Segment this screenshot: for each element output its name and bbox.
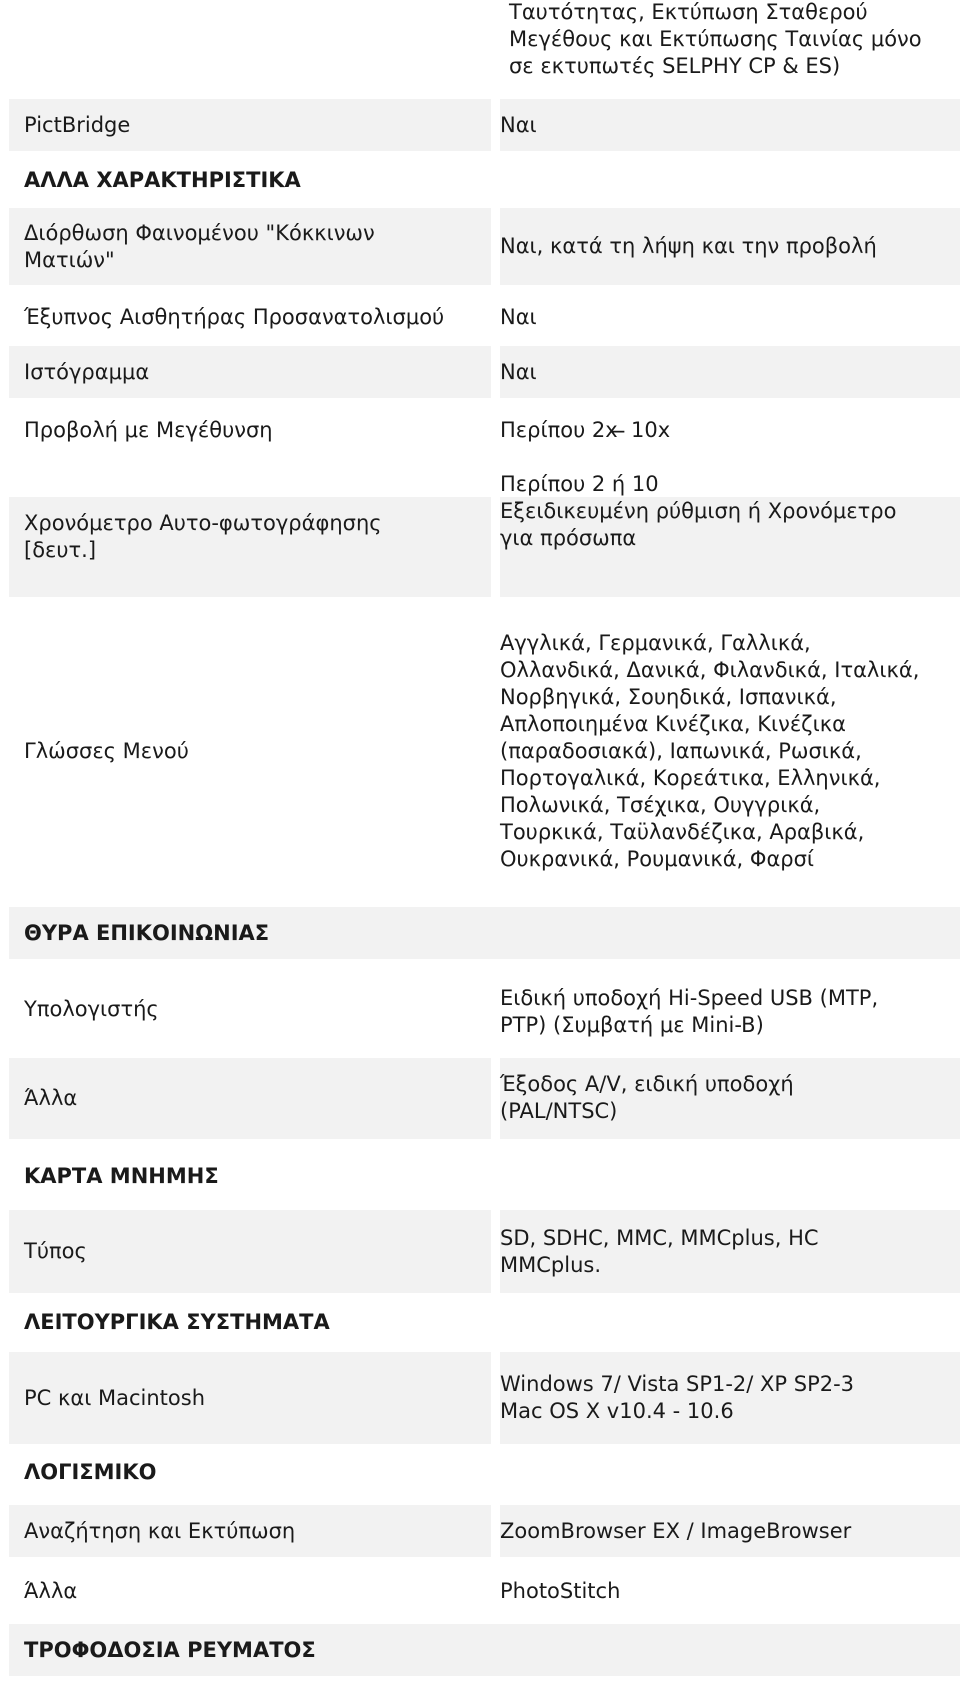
section-software bbox=[9, 1446, 960, 1498]
spec-row-red-eye bbox=[9, 208, 960, 285]
spec-value: Ναι bbox=[500, 304, 537, 329]
column-divider bbox=[491, 208, 500, 285]
column-divider bbox=[491, 346, 500, 398]
spec-value: Περίπου 2 ή 10 Εξειδικευμένη ρύθμιση ή Χρονόμετρο για πρόσωπα bbox=[500, 472, 897, 550]
spec-label: Ιστόγραμμα bbox=[24, 359, 150, 384]
spec-value: Ναι, κατά τη λήψη και την προβολή bbox=[500, 234, 877, 258]
spec-value: Ναι bbox=[500, 112, 537, 137]
section-memory-card bbox=[9, 1150, 960, 1202]
spec-row-computer bbox=[9, 965, 960, 1053]
section-power bbox=[9, 1624, 960, 1676]
spec-row-other-software bbox=[9, 1565, 960, 1617]
section-interface bbox=[9, 907, 960, 959]
column-divider bbox=[491, 1352, 500, 1444]
spec-row-orientation-sensor bbox=[9, 291, 960, 343]
column-divider bbox=[491, 99, 500, 151]
column-divider bbox=[491, 1505, 500, 1557]
spec-label: PC και Macintosh bbox=[24, 1385, 206, 1410]
section-title: ΛΟΓΙΣΜΙΚΟ bbox=[24, 1459, 157, 1484]
section-os bbox=[9, 1296, 960, 1348]
section-other-features bbox=[9, 158, 960, 202]
spec-value: Ναι bbox=[500, 359, 537, 384]
spec-label: Τύπος bbox=[24, 1239, 87, 1263]
section-title: ΘΥΡΑ ΕΠΙΚΟΙΝΩΝΙΑΣ bbox=[24, 920, 270, 945]
section-title: ΑΛΛΑ ΧΑΡΑΚΤΗΡΙΣΤΙΚΑ bbox=[24, 167, 301, 192]
continued-value: Ταυτότητας, Εκτύπωση Σταθερού Μεγέθους και Εκτύπωσης Ταινίας μόνο σε εκτυπωτές SELPHY CP & ES) bbox=[509, 0, 922, 78]
spec-value: Windows 7/ Vista SP1-2/ XP SP2-3 Mac OS X v10.4 - 10.6 bbox=[500, 1372, 855, 1423]
spec-row-menu-languages bbox=[9, 612, 960, 890]
spec-row-self-timer bbox=[9, 472, 960, 597]
spec-row-pictbridge bbox=[9, 99, 960, 151]
spec-value: PhotoStitch bbox=[500, 1578, 621, 1603]
continued-row bbox=[9, 0, 960, 89]
spec-row-zoom-playback bbox=[9, 404, 960, 456]
column-divider bbox=[491, 497, 500, 597]
spec-row-pc-mac bbox=[9, 1352, 960, 1444]
spec-label: Υπολογιστής bbox=[24, 996, 159, 1021]
spec-value: ZoomBrowser EX / ImageBrowser bbox=[500, 1518, 852, 1543]
spec-label: Προβολή με Μεγέθυνση bbox=[24, 417, 273, 442]
spec-label: Άλλα bbox=[24, 1578, 78, 1603]
section-title: ΛΕΙΤΟΥΡΓΙΚΑ ΣΥΣΤΗΜΑΤΑ bbox=[24, 1309, 330, 1334]
spec-row-card-type bbox=[9, 1210, 960, 1293]
column-divider bbox=[491, 1058, 500, 1139]
spec-label: Αναζήτηση και Εκτύπωση bbox=[24, 1518, 296, 1543]
spec-row-browse-print bbox=[9, 1505, 960, 1557]
spec-label: Άλλα bbox=[24, 1086, 78, 1110]
spec-row-histogram bbox=[9, 346, 960, 398]
spec-label: Γλώσσες Μενού bbox=[24, 738, 189, 763]
spec-value: Έξοδος A/V, ειδική υποδοχή (PAL/NTSC) bbox=[500, 1072, 794, 1123]
spec-label: Χρονόμετρο Αυτο-φωτογράφησης [δευτ.] bbox=[24, 511, 382, 562]
section-title: ΤΡΟΦΟΔΟΣΙΑ ΡΕΥΜΑΤΟΣ bbox=[24, 1637, 316, 1662]
spec-value: Ειδική υποδοχή Hi-Speed USB (MTP, PTP) (Συμβατή με Mini-B) bbox=[500, 986, 879, 1037]
column-divider bbox=[491, 1210, 500, 1293]
spec-label: Έξυπνος Αισθητήρας Προσανατολισμού bbox=[24, 304, 445, 329]
spec-value: SD, SDHC, MMC, MMCplus, HC MMCplus. bbox=[500, 1225, 819, 1277]
spec-row-other-interface bbox=[9, 1058, 960, 1139]
section-title: ΚΑΡΤΑ ΜΝΗΜΗΣ bbox=[24, 1163, 219, 1188]
spec-label: PictBridge bbox=[24, 112, 131, 137]
spec-value: Περίπου 2x ̶ 10x bbox=[500, 417, 671, 442]
spec-value: Αγγλικά, Γερμανικά, Γαλλικά, Ολλανδικά, Δανικά, Φιλανδικά, Ιταλικά, Νορβηγικά, Σουηδικά, Ισπανικά, Απλοποιημένα Κινέζικα, Κινέζικα (παραδοσιακά), Ιαπωνικά, Ρωσικά, Πορτογαλικά, Κορεάτικα, Ελληνικά, Πολωνικά, Τσέχικα, Ουγγρικά, Τουρκικά, Ταϋλανδέζικα, Αραβικά, Ουκρανικά, Ρουμανικά, Φαρσί bbox=[500, 630, 920, 871]
spec-label: Διόρθωση Φαινομένου "Κόκκινων Ματιών" bbox=[24, 220, 375, 272]
